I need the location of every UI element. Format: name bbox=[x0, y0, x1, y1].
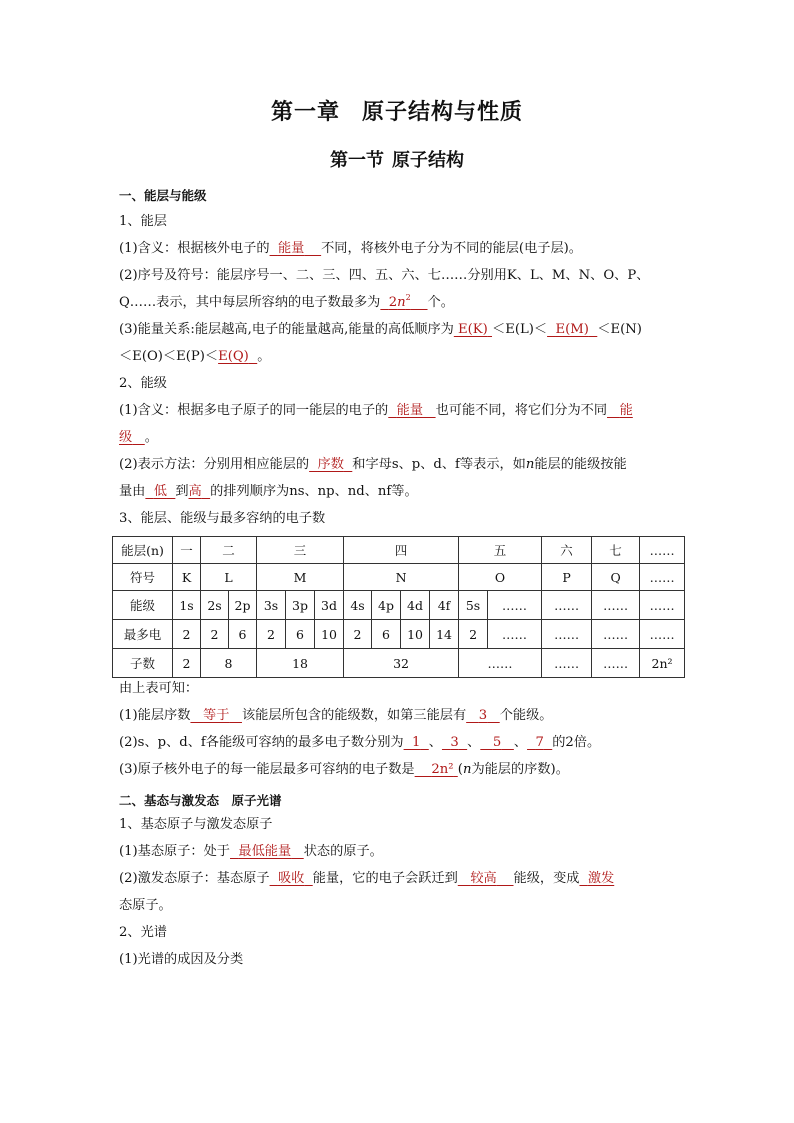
para-energy-order-1: (3)能量关系:能层越高,电子的能量越高,能量的高低顺序为 E(K) ＜E(L)＜ E(M) ＜E(N) bbox=[119, 322, 642, 337]
table-cell: …… bbox=[592, 649, 640, 678]
table-cell: …… bbox=[592, 620, 640, 649]
answer-blank: 吸收 bbox=[277, 871, 305, 886]
section-title: 第一节 原子结构 bbox=[330, 150, 464, 171]
table-cell: 2 bbox=[173, 620, 201, 649]
answer-blank: 序数 bbox=[317, 457, 344, 472]
table-cell: 3d bbox=[315, 591, 344, 620]
table-cell: …… bbox=[592, 591, 640, 620]
table-cell: 三 bbox=[257, 537, 344, 564]
answer-blank: 最低能量 bbox=[238, 844, 292, 859]
table-cell: 3p bbox=[286, 591, 315, 620]
table-cell: 2 bbox=[173, 649, 201, 678]
table-cell: 二 bbox=[201, 537, 257, 564]
answer-blank: 能量 bbox=[396, 403, 424, 418]
para-excited-state-2: 态原子。 bbox=[119, 898, 172, 913]
row-header-symbol: 符号 bbox=[113, 564, 173, 591]
answer-blank: 1 bbox=[411, 735, 421, 750]
table-cell: …… bbox=[640, 591, 685, 620]
table-cell: 4f bbox=[430, 591, 459, 620]
table-row bbox=[113, 564, 685, 591]
para-level-notation-2: 量由 低 到高 的排列顺序为ns、np、nd、nf等。 bbox=[119, 484, 418, 499]
para-excited-state-1: (2)激发态原子：基态原子 吸收 能量，它的电子会跃迁到 较高 能级，变成 激发 bbox=[119, 871, 615, 886]
sub-heading-spectrum: 2、光谱 bbox=[119, 925, 167, 940]
part2-heading: 二、基态与激发态 原子光谱 bbox=[119, 793, 282, 808]
table-row bbox=[113, 620, 685, 649]
table-cell: N bbox=[344, 564, 459, 591]
para-level-notation-1: (2)表示方法：分别用相应能层的 序数 和字母s、p、d、f等表示，如n能层的能级按能 bbox=[119, 457, 627, 472]
para-energy-order-2: ＜E(O)＜E(P)＜E(Q) 。 bbox=[119, 349, 271, 364]
table-cell: …… bbox=[640, 564, 685, 591]
table-cell: 2s bbox=[201, 591, 229, 620]
conclusion-intro: 由上表可知： bbox=[119, 681, 199, 696]
table-cell: 一 bbox=[173, 537, 201, 564]
table-cell: …… bbox=[542, 649, 592, 678]
table-row bbox=[113, 649, 685, 678]
answer-blank: 等于 bbox=[203, 708, 230, 723]
table-cell: 2p bbox=[229, 591, 257, 620]
para-level-meaning-2: 级 。 bbox=[119, 430, 158, 445]
table-cell: 18 bbox=[257, 649, 344, 678]
para-ground-state: (1)基态原子：处于 最低能量 状态的原子。 bbox=[119, 844, 383, 859]
table-cell: 14 bbox=[430, 620, 459, 649]
table-cell: …… bbox=[488, 620, 542, 649]
answer-blank: 3 bbox=[478, 708, 488, 723]
table-cell: P bbox=[542, 564, 592, 591]
layer-level-table bbox=[112, 536, 685, 678]
table-cell: 1s bbox=[173, 591, 201, 620]
answer-blank: 3 bbox=[450, 735, 459, 750]
answer-blank: E(M) bbox=[555, 322, 589, 337]
table-cell: …… bbox=[488, 591, 542, 620]
table-cell: …… bbox=[640, 537, 685, 564]
table-cell: 四 bbox=[344, 537, 459, 564]
table-cell: …… bbox=[459, 649, 542, 678]
answer-blank: 2n² bbox=[431, 762, 454, 777]
table-cell: M bbox=[257, 564, 344, 591]
para-level-meaning-1: (1)含义：根据多电子原子的同一能层的电子的 能量 也可能不同，将它们分为不同 能 bbox=[119, 403, 633, 418]
table-row bbox=[113, 537, 685, 564]
table-cell: 4d bbox=[401, 591, 430, 620]
answer-blank: 低 bbox=[153, 484, 167, 499]
table-cell: K bbox=[173, 564, 201, 591]
table-cell: L bbox=[201, 564, 257, 591]
answer-blank: E(K) bbox=[458, 322, 488, 337]
table-cell: 2 bbox=[201, 620, 229, 649]
table-cell: 五 bbox=[459, 537, 542, 564]
table-cell: 4p bbox=[372, 591, 401, 620]
answer-blank: 高 bbox=[188, 484, 202, 499]
para-layer-meaning: (1)含义：根据核外电子的 能量 不同，将核外电子分为不同的能层(电子层)。 bbox=[119, 241, 582, 256]
conclusion-1: (1)能层序数 等于 该能层所包含的能级数，如第三能层有 3 个能级。 bbox=[119, 708, 553, 723]
table-cell: 2 bbox=[257, 620, 286, 649]
row-header-level: 能级 bbox=[113, 591, 173, 620]
table-cell: 六 bbox=[542, 537, 592, 564]
row-header-max-electrons-2: 子数 bbox=[113, 649, 173, 678]
table-cell: 6 bbox=[286, 620, 315, 649]
table-cell: 2n² bbox=[640, 649, 685, 678]
table-cell: 6 bbox=[229, 620, 257, 649]
answer-blank: E(Q) bbox=[218, 349, 249, 364]
sub-heading-level: 2、能级 bbox=[119, 376, 167, 391]
table-cell: 8 bbox=[201, 649, 257, 678]
table-cell: 2 bbox=[344, 620, 372, 649]
table-cell: 32 bbox=[344, 649, 459, 678]
para-layer-symbols-2: Q……表示，其中每层所容纳的电子数最多为 $2n^2$ 个。 bbox=[119, 293, 454, 310]
table-cell: 2 bbox=[459, 620, 488, 649]
table-cell: 4s bbox=[344, 591, 372, 620]
answer-blank: 级 bbox=[119, 430, 133, 445]
sub-heading-layer: 1、能层 bbox=[119, 214, 167, 229]
table-cell: 5s bbox=[459, 591, 488, 620]
table-cell: …… bbox=[542, 620, 592, 649]
conclusion-3: (3)原子核外电子的每一能层最多可容纳的电子数是 2n² (n为能层的序数)。 bbox=[119, 762, 569, 777]
sub-heading-ground-excited: 1、基态原子与激发态原子 bbox=[119, 817, 273, 832]
chapter-title: 第一章 原子结构与性质 bbox=[270, 99, 524, 125]
table-cell: Q bbox=[592, 564, 640, 591]
sub-heading-table: 3、能层、能级与最多容纳的电子数 bbox=[119, 511, 326, 526]
table-cell: 10 bbox=[401, 620, 430, 649]
part1-heading: 一、能层与能级 bbox=[119, 188, 207, 203]
table-cell: 10 bbox=[315, 620, 344, 649]
para-layer-symbols-1: (2)序号及符号：能层序号一、二、三、四、五、六、七……分别用K、L、M、N、O、P、 bbox=[119, 268, 650, 283]
answer-blank: 7 bbox=[535, 735, 544, 750]
answer-blank: $2n^2$ bbox=[388, 293, 411, 310]
answer-blank: 能 bbox=[619, 403, 633, 418]
answer-blank: 激发 bbox=[587, 871, 615, 886]
table-cell: 6 bbox=[372, 620, 401, 649]
answer-blank: 5 bbox=[492, 735, 502, 750]
para-spectrum-origin: (1)光谱的成因及分类 bbox=[119, 952, 244, 967]
table-cell: …… bbox=[542, 591, 592, 620]
answer-blank: 能量 bbox=[277, 241, 305, 256]
answer-blank: 较高 bbox=[470, 871, 497, 886]
table-cell: O bbox=[459, 564, 542, 591]
row-header-layer: 能层(n) bbox=[113, 537, 173, 564]
table-cell: 七 bbox=[592, 537, 640, 564]
row-header-max-electrons-1: 最多电 bbox=[113, 620, 173, 649]
table-row bbox=[113, 591, 685, 620]
table-cell: 3s bbox=[257, 591, 286, 620]
conclusion-2: (2)s、p、d、f各能级可容纳的最多电子数分别为 1 、 3 、 5 、 7 的2倍。 bbox=[119, 735, 601, 750]
table-cell: …… bbox=[640, 620, 685, 649]
